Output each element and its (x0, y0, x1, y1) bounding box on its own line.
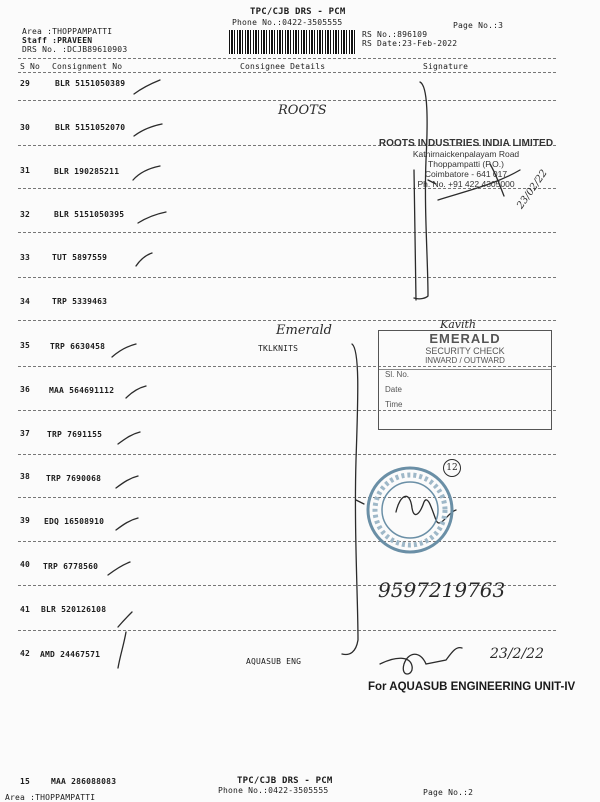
row-consignment: TRP 6778560 (43, 562, 99, 571)
row-sno: 37 (20, 429, 31, 438)
drs-number: DRS No. :DCJB89610903 (22, 45, 128, 54)
column-consignee: Consignee Details (240, 62, 326, 71)
circled-number: 12 (443, 459, 461, 477)
row-sno: 39 (20, 516, 31, 525)
stamp-line: Thoppampatti (P.O.) (428, 159, 504, 169)
row-consignment: EDQ 16508910 (44, 517, 105, 526)
row-sno: 31 (20, 166, 31, 175)
next-page-number: Page No.:2 (423, 788, 474, 797)
row-sno: 35 (20, 341, 31, 350)
row-consignee: AQUASUB ENG (246, 657, 302, 666)
row-sno: 34 (20, 297, 31, 306)
handwritten-kavitha: Kavith (440, 318, 477, 331)
stamp-title: EMERALD (429, 331, 501, 346)
row-consignment: BLR 190285211 (54, 167, 120, 176)
stamp-line: SECURITY CHECK (425, 346, 505, 356)
row-consignment: MAA 564691112 (49, 386, 115, 395)
stamp-line: ROOTS INDUSTRIES INDIA LIMITED (378, 138, 554, 149)
row-sno: 32 (20, 210, 31, 219)
emerald-stamp (378, 330, 552, 430)
check-mark (118, 632, 126, 668)
check-mark (138, 212, 166, 223)
check-mark (118, 432, 140, 444)
check-mark (134, 124, 162, 136)
rs-date: RS Date:23-Feb-2022 (362, 39, 458, 48)
handwritten-emerald: Emerald (276, 323, 332, 338)
rs-number: RS No.:896109 (362, 30, 428, 39)
document-title: TPC/CJB DRS - PCM (250, 7, 346, 17)
row-consignment: BLR 5151052070 (55, 123, 126, 132)
row-consignment: BLR 5151050395 (54, 210, 125, 219)
handwritten-date: 23/02/22 (515, 167, 550, 212)
stamp-line: Kathirnaickenpalayam Road (412, 149, 520, 159)
roots-stamp (376, 138, 556, 189)
check-mark (108, 562, 130, 575)
brace-mark (342, 344, 358, 654)
row-consignee: TKLKNITS (258, 344, 299, 353)
round-seal-icon (364, 464, 456, 556)
row-consignment: BLR 5151050389 (55, 79, 126, 88)
row-sno: 40 (20, 560, 31, 569)
phone-number: Phone No.:0422-3505555 (232, 18, 343, 27)
stamp-field: Time (385, 400, 403, 409)
row-consignment: MAA 286088083 (51, 777, 117, 786)
check-mark (134, 80, 160, 94)
stamp-line: INWARD / OUTWARD (425, 356, 505, 365)
check-mark (116, 476, 138, 488)
staff-label: Staff :PRAVEEN (22, 36, 93, 45)
row-sno: 33 (20, 253, 31, 262)
row-consignment: TRP 6630458 (50, 342, 106, 351)
aquasub-stamp: For AQUASUB ENGINEERING UNIT-IV (368, 681, 576, 693)
area-label: Area :THOPPAMPATTI (22, 27, 113, 36)
stamp-field: Sl. No. (379, 369, 551, 379)
row-sno: 29 (20, 79, 31, 88)
check-mark (116, 518, 138, 530)
stamp-line: Coimbatore - 641 017 (424, 169, 508, 179)
row-consignment: BLR 520126108 (41, 605, 107, 614)
row-sno: 15 (20, 777, 31, 786)
row-sno: 36 (20, 385, 31, 394)
row-consignment: AMD 24467571 (40, 650, 101, 659)
next-page-area: Area :THOPPAMPATTI (5, 793, 96, 802)
next-page-title: TPC/CJB DRS - PCM (237, 776, 333, 786)
row-sno: 42 (20, 649, 31, 658)
column-consignment: Consignment No (52, 62, 123, 71)
row-consignment: TUT 5897559 (52, 253, 108, 262)
row-consignment: TRP 5339463 (52, 297, 108, 306)
row-sno: 30 (20, 123, 31, 132)
handwritten-phone: 9597219763 (378, 578, 506, 602)
row-consignment: TRP 7690068 (46, 474, 102, 483)
check-mark (126, 386, 146, 398)
row-sno: 41 (20, 605, 31, 614)
check-mark (112, 344, 136, 357)
stamp-line: Ph. No. +91 422 4305000 (417, 179, 515, 189)
column-signature: Signature (423, 62, 469, 71)
handwritten-roots: ROOTS (278, 103, 327, 118)
page-number: Page No.:3 (453, 21, 504, 30)
stamp-field: Date (385, 385, 402, 394)
row-consignment: TRP 7691155 (47, 430, 103, 439)
check-mark (133, 166, 160, 180)
next-page-phone: Phone No.:0422-3505555 (218, 786, 329, 795)
column-sno: S No (20, 62, 41, 71)
check-mark (136, 253, 152, 266)
check-mark (118, 612, 132, 627)
handwritten-date: 23/2/22 (490, 646, 544, 662)
row-sno: 38 (20, 472, 31, 481)
